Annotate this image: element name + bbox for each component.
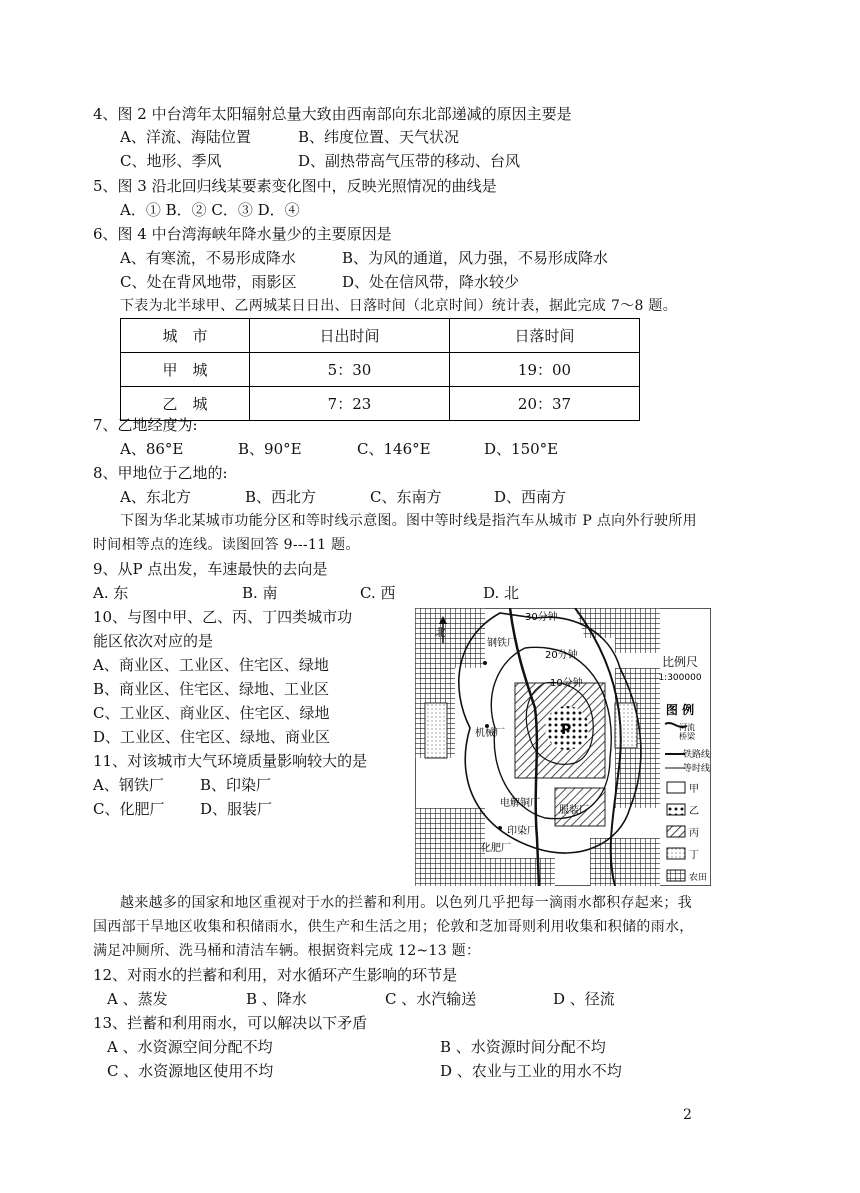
q7-option-b: B、90°E bbox=[238, 440, 302, 458]
q11-stem: 11、对该城市大气环境质量影响较大的是 bbox=[93, 752, 368, 770]
table-cell: 5：30 bbox=[250, 353, 450, 387]
table-header: 城 市 bbox=[121, 319, 250, 353]
q9-option-a: A. 东 bbox=[93, 584, 129, 602]
legend-yi-swatch bbox=[667, 804, 685, 815]
q11-option-c: C、化肥厂 bbox=[93, 800, 165, 818]
q4-stem: 4、图 2 中台湾年太阳辐射总量大致由西南部向东北部递减的原因主要是 bbox=[93, 105, 572, 123]
table-row bbox=[121, 387, 640, 421]
q9-option-c: C. 西 bbox=[360, 584, 396, 602]
q8-stem: 8、甲地位于乙地的: bbox=[93, 464, 228, 482]
fertilizer-plant-marker bbox=[498, 826, 502, 830]
legend-farm-swatch bbox=[667, 870, 685, 881]
machinery-plant-label: 机械厂 bbox=[475, 728, 505, 739]
water-intro-line3: 满足冲厕所、洗马桶和清洁车辆。根据资料完成 12~13 题： bbox=[93, 943, 481, 959]
q10-option-d: D、工业区、住宅区、绿地、商业区 bbox=[93, 728, 331, 746]
table-cell: 7：23 bbox=[250, 387, 450, 421]
q8-option-b: B、西北方 bbox=[245, 488, 317, 506]
legend-bridge-label: 桥梁 bbox=[679, 732, 695, 741]
q4-option-d: D、副热带高气压带的移动、台风 bbox=[298, 152, 521, 170]
table-header: 日落时间 bbox=[450, 319, 640, 353]
table-cell: 20：37 bbox=[450, 387, 640, 421]
legend-ding-label: 丁 bbox=[689, 850, 699, 861]
q10-option-a: A、商业区、工业区、住宅区、绿地 bbox=[93, 656, 329, 674]
legend-yi-label: 乙 bbox=[689, 806, 699, 817]
sunrise-table bbox=[120, 318, 640, 421]
copper-plant-label: 电解铜厂 bbox=[500, 798, 540, 809]
q6-option-d: D、处在信风带，降水较少 bbox=[342, 273, 520, 291]
q5-options: A．① B．② C．③ D．④ bbox=[120, 201, 300, 219]
q8-option-d: D、西南方 bbox=[494, 488, 567, 506]
page-number: 2 bbox=[683, 1107, 692, 1123]
legend-bing-label: 丙 bbox=[689, 828, 699, 839]
table-cell: 19：00 bbox=[450, 353, 640, 387]
legend-jia-swatch bbox=[667, 782, 685, 793]
q12-option-a: A 、蒸发 bbox=[107, 990, 168, 1008]
q4-option-c: C、地形、季风 bbox=[120, 152, 222, 170]
steel-plant-label: 钢铁厂 bbox=[487, 638, 517, 649]
machinery-plant-marker bbox=[485, 724, 489, 728]
table-header: 日出时间 bbox=[250, 319, 450, 353]
q5-stem: 5、图 3 沿北回归线某要素变化图中，反映光照情况的曲线是 bbox=[93, 177, 497, 195]
q12-stem: 12、对雨水的拦蓄和利用，对水循环产生影响的环节是 bbox=[93, 966, 458, 984]
scale-title: 比例尺 bbox=[661, 655, 699, 669]
water-intro-line2: 国西部干旱地区收集和积储雨水，供生产和生活之用；伦敦和芝加哥则利用收集和积储的雨水， bbox=[93, 919, 694, 935]
water-intro-line1: 越来越多的国家和地区重视对于水的拦蓄和利用。以色列几乎把每一滴雨水都积存起来；我 bbox=[120, 895, 692, 911]
q13-option-a: A 、水资源空间分配不均 bbox=[107, 1038, 273, 1056]
q10-stem-line2: 能区依次对应的是 bbox=[93, 632, 214, 650]
q10-stem-line1: 10、与图中甲、乙、丙、丁四类城市功 bbox=[93, 608, 353, 626]
map-intro-line2: 时间相等点的连线。读图回答 9---11 题。 bbox=[93, 537, 360, 553]
isochrone-20-label: 20分钟 bbox=[545, 650, 578, 661]
greenbelt-area bbox=[425, 703, 447, 758]
map-intro-line1: 下图为华北某城市功能分区和等时线示意图。图中等时线是指汽车从城市 P 点向外行驶所用 bbox=[120, 513, 697, 529]
legend-river-label: 河流 bbox=[679, 723, 695, 732]
q12-option-d: D 、径流 bbox=[553, 990, 615, 1008]
legend-title: 图 例 bbox=[665, 703, 695, 717]
q4-option-a: A、洋流、海陆位置 bbox=[120, 128, 251, 146]
q7-option-d: D、150°E bbox=[484, 440, 559, 458]
q10-option-c: C、工业区、商业区、住宅区、绿地 bbox=[93, 704, 330, 722]
scale-value: 1:300000 bbox=[658, 673, 702, 683]
table-cell: 乙 城 bbox=[121, 387, 250, 421]
q9-option-b: B. 南 bbox=[242, 584, 278, 602]
fertilizer-plant-label: 化肥厂 bbox=[481, 843, 511, 854]
table-intro: 下表为北半球甲、乙两城某日日出、日落时间（北京时间）统计表，据此完成 7～8 题。 bbox=[120, 298, 678, 314]
q12-option-c: C 、水汽输送 bbox=[385, 990, 477, 1008]
legend-ding-swatch bbox=[667, 848, 685, 859]
q11-option-d: D、服装厂 bbox=[200, 800, 273, 818]
q7-stem: 7、乙地经度为: bbox=[93, 416, 198, 434]
q6-option-b: B、为风的通道，风力强，不易形成降水 bbox=[342, 249, 609, 267]
isochrone-10-label: 10分钟 bbox=[550, 678, 583, 689]
table-cell: 甲 城 bbox=[121, 353, 250, 387]
q10-option-b: B、商业区、住宅区、绿地、工业区 bbox=[93, 680, 330, 698]
q8-option-a: A、东北方 bbox=[120, 488, 191, 506]
legend-jia-label: 甲 bbox=[689, 784, 699, 795]
q7-option-c: C、146°E bbox=[357, 440, 431, 458]
city-function-map bbox=[415, 608, 711, 886]
table-row bbox=[121, 353, 640, 387]
q11-option-a: A、钢铁厂 bbox=[93, 776, 164, 794]
point-p-label: P bbox=[561, 722, 572, 738]
q13-option-b: B 、水资源时间分配不均 bbox=[440, 1038, 606, 1056]
q6-stem: 6、图 4 中台湾海峡年降水量少的主要原因是 bbox=[93, 225, 392, 243]
q11-option-b: B、印染厂 bbox=[200, 776, 272, 794]
q8-option-c: C、东南方 bbox=[370, 488, 442, 506]
clothing-factory-label: 服装厂 bbox=[559, 805, 589, 816]
q7-option-a: A、86°E bbox=[120, 440, 184, 458]
legend-isochrone-label: 等时线 bbox=[683, 764, 711, 774]
q13-stem: 13、拦蓄和利用雨水，可以解决以下矛盾 bbox=[93, 1014, 368, 1032]
legend-bing-swatch bbox=[667, 826, 685, 837]
q13-option-c: C 、水资源地区使用不均 bbox=[107, 1062, 274, 1080]
table-header-row bbox=[121, 319, 640, 353]
q6-option-a: A、有寒流，不易形成降水 bbox=[120, 249, 296, 267]
q12-option-b: B 、降水 bbox=[246, 990, 307, 1008]
q9-option-d: D. 北 bbox=[483, 584, 520, 602]
legend-rail-label: 铁路线 bbox=[683, 750, 711, 760]
steel-plant-marker bbox=[483, 661, 487, 665]
isochrone-30-label: 30分钟 bbox=[525, 612, 558, 623]
legend-farm-label: 农田 bbox=[689, 873, 708, 883]
dyeing-factory-label: 印染厂 bbox=[507, 826, 537, 837]
q9-stem: 9、从P 点出发，车速最快的去向是 bbox=[93, 560, 328, 578]
q4-option-b: B、纬度位置、天气状况 bbox=[298, 128, 460, 146]
q13-option-d: D 、农业与工业的用水不均 bbox=[440, 1062, 622, 1080]
q6-option-c: C、处在背风地带，雨影区 bbox=[120, 273, 297, 291]
north-label: 北 bbox=[435, 626, 446, 639]
